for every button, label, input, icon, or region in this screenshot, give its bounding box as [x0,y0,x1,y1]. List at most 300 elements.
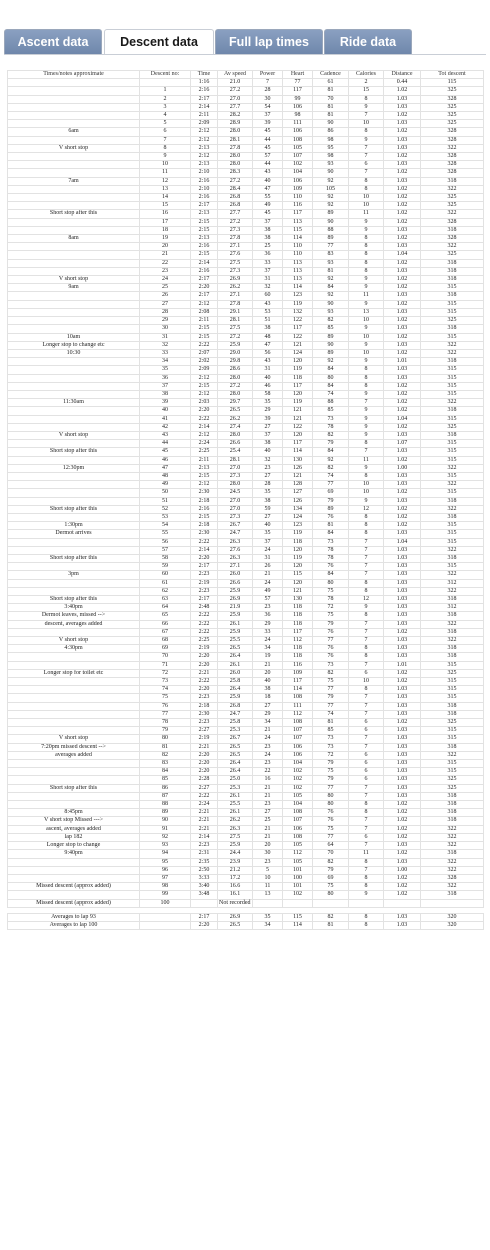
table-cell: 0.44 [384,79,421,87]
note-cell [8,292,140,300]
table-cell: 1.03 [384,292,421,300]
table-cell: 49 [253,202,283,210]
table-cell: 76 [313,628,349,636]
table-row [8,678,484,686]
table-cell: 25 [253,243,283,251]
table-cell: 328 [421,235,484,243]
table-cell: 72 [313,751,349,759]
table-cell: 89 [313,505,349,513]
table-row [8,554,484,562]
table-cell [313,899,349,907]
table-cell: 318 [421,325,484,333]
table-cell: 84 [313,366,349,374]
table-cell: 19 [253,653,283,661]
table-cell: 2:20 [191,768,218,776]
table-cell: 92 [313,202,349,210]
table-cell: 1.02 [384,801,421,809]
table-cell: 322 [421,399,484,407]
table-cell: 62 [140,587,191,595]
table-cell: 8 [349,645,384,653]
table-cell: 318 [421,809,484,817]
table-cell: 82 [140,751,191,759]
table-cell: 315 [421,308,484,316]
table-cell: 2:23 [191,571,218,579]
table-cell: 1.03 [384,735,421,743]
table-cell: 61 [313,79,349,87]
table-cell: 8 [349,128,384,136]
table-cell: 7 [349,112,384,120]
table-cell: 79 [313,866,349,874]
table-cell: 12 [349,505,384,513]
table-row [8,259,484,267]
table-cell: 20 [253,842,283,850]
table-cell: 28.0 [218,153,253,161]
table-cell: 6 [349,719,384,727]
table-cell: 104 [283,760,313,768]
table-cell: 25.9 [218,341,253,349]
table-cell: 8 [349,440,384,448]
table-cell: 2:35 [191,858,218,866]
table-cell: 7 [140,136,191,144]
table-cell: 108 [283,694,313,702]
table-cell: 78 [313,546,349,554]
table-cell: 9 [349,136,384,144]
table-cell: 121 [283,587,313,595]
table-cell: 328 [421,874,484,882]
table-cell: 61 [140,579,191,587]
table-cell: 75 [140,694,191,702]
table-cell: 92 [313,194,349,202]
table-cell: 105 [283,858,313,866]
table-cell: 79 [313,440,349,448]
note-cell: Dermot arrives [8,530,140,538]
note-cell [8,579,140,587]
table-cell: 9 [349,431,384,439]
table-cell: 24 [253,637,283,645]
table-cell: 8 [349,374,384,382]
tab-ride-data[interactable]: Ride data [324,29,412,54]
table-cell: 1.02 [384,169,421,177]
table-cell: 98 [283,112,313,120]
table-cell: 49 [253,587,283,595]
table-cell: 318 [421,850,484,858]
table-cell: 79 [313,776,349,784]
table-cell: 118 [283,645,313,653]
table-cell: 11 [349,292,384,300]
table-cell: 10 [253,874,283,882]
table-cell: 89 [313,210,349,218]
table-cell: 318 [421,801,484,809]
table-cell: 2:17 [191,563,218,571]
table-cell: 318 [421,407,484,415]
table-cell: 1.03 [384,604,421,612]
table-cell: 315 [421,448,484,456]
table-cell: 322 [421,144,484,152]
table-cell: 39 [140,399,191,407]
table-cell [191,899,218,907]
table-cell: 113 [283,267,313,275]
table-cell: 322 [421,341,484,349]
table-row [8,185,484,193]
table-cell: 79 [313,760,349,768]
table-cell: 1.03 [384,472,421,480]
table-cell: 85 [313,407,349,415]
table-cell: 2:11 [191,112,218,120]
table-cell: 78 [140,719,191,727]
table-cell: 318 [421,817,484,825]
table-row [8,358,484,366]
table-cell [140,913,191,921]
table-cell: 2:02 [191,358,218,366]
note-cell [8,415,140,423]
note-cell [8,440,140,448]
table-cell: 2 [349,79,384,87]
table-cell: 318 [421,267,484,275]
table-row [8,817,484,825]
table-cell: 2:22 [191,792,218,800]
table-cell: 92 [313,177,349,185]
table-cell: 2:10 [191,185,218,193]
table-cell: 16 [253,776,283,784]
table-cell: 27.2 [218,333,253,341]
table-cell: 85 [313,727,349,735]
table-cell: 119 [283,399,313,407]
table-cell: 318 [421,226,484,234]
table-cell: 1.02 [384,390,421,398]
note-cell: descent, averages added [8,620,140,628]
table-cell: 1.03 [384,120,421,128]
note-cell [8,678,140,686]
table-cell: 318 [421,612,484,620]
table-cell: 93 [313,161,349,169]
table-cell: 27.3 [218,226,253,234]
note-cell: Dermot leaves, missed --> [8,612,140,620]
table-cell: 1.02 [384,194,421,202]
table-cell: 58 [140,554,191,562]
table-cell: 102 [283,891,313,899]
table-cell: 2:30 [191,489,218,497]
table-cell: 74 [313,472,349,480]
table-cell: 10 [349,194,384,202]
table-cell: 1.02 [384,809,421,817]
table-cell: 1.02 [384,382,421,390]
table-cell: 37 [253,538,283,546]
table-cell: 20 [253,669,283,677]
table-cell: 325 [421,87,484,95]
table-cell: 84 [313,284,349,292]
table-cell: 40 [253,448,283,456]
table-cell: 26.2 [218,415,253,423]
table-cell: 40 [140,407,191,415]
table-cell: 21 [253,784,283,792]
table-cell: 27.3 [218,472,253,480]
table-cell: 74 [313,710,349,718]
table-cell: 1.03 [384,144,421,152]
table-cell: 99 [140,891,191,899]
table-cell: 24.7 [218,530,253,538]
table-row [8,858,484,866]
table-row [8,604,484,612]
table-cell: 10 [349,333,384,341]
table-cell: 16.1 [218,891,253,899]
table-cell: 6 [349,751,384,759]
table-cell: 328 [421,218,484,226]
table-cell: 81 [313,267,349,275]
table-cell: 112 [283,850,313,858]
table-cell: 2:14 [191,103,218,111]
table-cell: 320 [421,921,484,929]
table-cell: 8 [349,259,384,267]
table-cell: 107 [283,727,313,735]
table-cell: 27.1 [218,243,253,251]
table-cell: 8 [349,686,384,694]
table-cell: 18 [253,694,283,702]
table-cell: 106 [283,825,313,833]
table-cell: 318 [421,653,484,661]
table-cell: 1.03 [384,431,421,439]
table-cell: 82 [313,431,349,439]
table-cell: 90 [313,341,349,349]
table-cell: 28.0 [218,374,253,382]
tab-full-lap-times[interactable]: Full lap times [215,29,323,54]
table-cell: 318 [421,276,484,284]
table-cell: 27.8 [218,144,253,152]
table-cell: 120 [283,358,313,366]
table-cell: 38 [253,235,283,243]
table-cell: 1.04 [384,251,421,259]
table-cell: 2:24 [191,440,218,448]
table-cell: 2:15 [191,226,218,234]
table-cell: 322 [421,505,484,513]
table-cell: 1.02 [384,235,421,243]
table-cell: 80 [313,374,349,382]
table-cell: 315 [421,678,484,686]
table-cell: 8 [349,612,384,620]
table-row [8,472,484,480]
table-cell: 312 [421,579,484,587]
table-cell: 25.4 [218,448,253,456]
table-cell: 1.02 [384,833,421,841]
table-cell: 2:20 [191,686,218,694]
table-row [8,784,484,792]
table-cell: 52 [140,505,191,513]
table-cell: 1.00 [384,464,421,472]
table-cell: 26.7 [218,522,253,530]
table-cell: 9 [349,497,384,505]
table-cell: 8 [140,144,191,152]
note-cell [8,243,140,251]
table-cell [384,899,421,907]
table-cell: 318 [421,702,484,710]
table-cell: 79 [313,497,349,505]
table-cell: 1.03 [384,686,421,694]
table-cell: 106 [283,743,313,751]
table-cell: 2:20 [191,407,218,415]
table-cell: 41 [140,415,191,423]
table-cell: 111 [283,702,313,710]
table-cell: 77 [313,702,349,710]
table-cell: 27.2 [218,382,253,390]
table-cell: 17.2 [218,874,253,882]
table-row [8,743,484,751]
table-cell: 19 [140,235,191,243]
table-cell: 1.02 [384,825,421,833]
table-cell: 26.8 [218,202,253,210]
table-cell: 6 [349,768,384,776]
table-cell: 11 [349,210,384,218]
note-cell [8,653,140,661]
table-cell: 35 [253,489,283,497]
table-cell: 1.02 [384,891,421,899]
table-cell: 37 [253,218,283,226]
table-row [8,719,484,727]
table-cell: 1.02 [384,505,421,513]
note-cell [8,267,140,275]
table-cell: 122 [283,317,313,325]
table-cell: 3:33 [191,874,218,882]
table-cell: 13 [140,185,191,193]
table-cell: 1.03 [384,226,421,234]
column-header: Calories [349,71,384,79]
table-cell: 26.8 [218,194,253,202]
table-row [8,276,484,284]
table-cell: 28.2 [218,112,253,120]
table-cell: 4 [140,112,191,120]
table-cell: 1.03 [384,710,421,718]
table-cell: 80 [313,792,349,800]
note-cell [8,727,140,735]
table-cell: 318 [421,431,484,439]
tab-descent-data[interactable]: Descent data [104,29,214,54]
note-cell [8,366,140,374]
table-cell: 81 [313,921,349,929]
table-cell: 26.2 [218,284,253,292]
note-cell [8,79,140,87]
table-cell: 25.9 [218,628,253,636]
table-row [8,505,484,513]
table-cell: 1 [140,87,191,95]
table-cell: 53 [253,308,283,316]
table-cell: 8 [349,913,384,921]
table-cell: 69 [140,645,191,653]
note-cell [8,719,140,727]
table-cell: 107 [283,153,313,161]
table-cell: 2:20 [191,661,218,669]
note-cell [8,563,140,571]
table-cell: 81 [313,103,349,111]
table-cell: 2:21 [191,669,218,677]
table-cell: 27.4 [218,423,253,431]
table-cell: 73 [313,538,349,546]
table-cell: 21 [253,661,283,669]
table-cell: 57 [140,546,191,554]
table-row [8,546,484,554]
note-cell: Missed descent (approx added) [8,883,140,891]
table-cell: 1.02 [384,874,421,882]
note-cell [8,95,140,103]
table-cell: 37 [253,431,283,439]
table-cell: 130 [283,596,313,604]
table-cell: 10 [140,161,191,169]
table-row [8,390,484,398]
table-cell: 56 [253,349,283,357]
table-cell: 115 [283,913,313,921]
tab-ascent-data[interactable]: Ascent data [4,29,102,54]
table-cell: 5 [253,866,283,874]
table-cell: 322 [421,481,484,489]
table-cell: 25.8 [218,678,253,686]
table-cell: 88 [313,399,349,407]
table-cell: 6 [349,669,384,677]
table-cell: 25.9 [218,587,253,595]
table-row [8,850,484,858]
table-cell: 28 [253,87,283,95]
table-cell: 2:31 [191,850,218,858]
table-cell: 1.03 [384,596,421,604]
table-cell: 1.02 [384,112,421,120]
table-cell: 21 [253,727,283,735]
table-row [8,587,484,595]
table-cell: 2:30 [191,530,218,538]
table-cell: 23 [253,760,283,768]
table-cell: 48 [253,333,283,341]
note-cell [8,497,140,505]
table-cell: 28.6 [218,366,253,374]
table-cell: 27.6 [218,251,253,259]
table-cell: 39 [253,120,283,128]
table-cell: 322 [421,842,484,850]
table-row [8,431,484,439]
table-cell: 2:20 [191,751,218,759]
note-cell [8,374,140,382]
table-row [8,112,484,120]
table-cell: 2:18 [191,497,218,505]
table-cell: 28.0 [218,161,253,169]
table-cell: 117 [283,382,313,390]
table-cell: 315 [421,538,484,546]
note-cell: Short stop after this [8,505,140,513]
table-cell: 8 [349,587,384,595]
table-cell: 23 [253,604,283,612]
table-cell: 1.03 [384,366,421,374]
table-cell: 117 [283,87,313,95]
table-cell: 37 [253,267,283,275]
table-cell: 117 [283,628,313,636]
table-cell: 27 [253,702,283,710]
table-cell: 29 [140,317,191,325]
note-cell: V short stop [8,431,140,439]
table-cell: 91 [140,825,191,833]
table-row [8,128,484,136]
table-cell: 23.9 [218,858,253,866]
table-cell: 25.3 [218,784,253,792]
table-cell: 9 [349,604,384,612]
table-cell: 25.9 [218,694,253,702]
table-cell: 2:50 [191,866,218,874]
column-header: Heart [283,71,313,79]
table-cell: 27.0 [218,505,253,513]
table-cell: 9 [349,891,384,899]
table-cell: 1.03 [384,243,421,251]
table-cell: 9 [140,153,191,161]
table-cell: 115 [283,571,313,579]
table-cell: 10 [349,349,384,357]
tab-bar [4,29,486,54]
table-cell: 1.03 [384,792,421,800]
column-header: Distance [384,71,421,79]
table-cell: 26.2 [218,817,253,825]
table-cell: 90 [313,300,349,308]
